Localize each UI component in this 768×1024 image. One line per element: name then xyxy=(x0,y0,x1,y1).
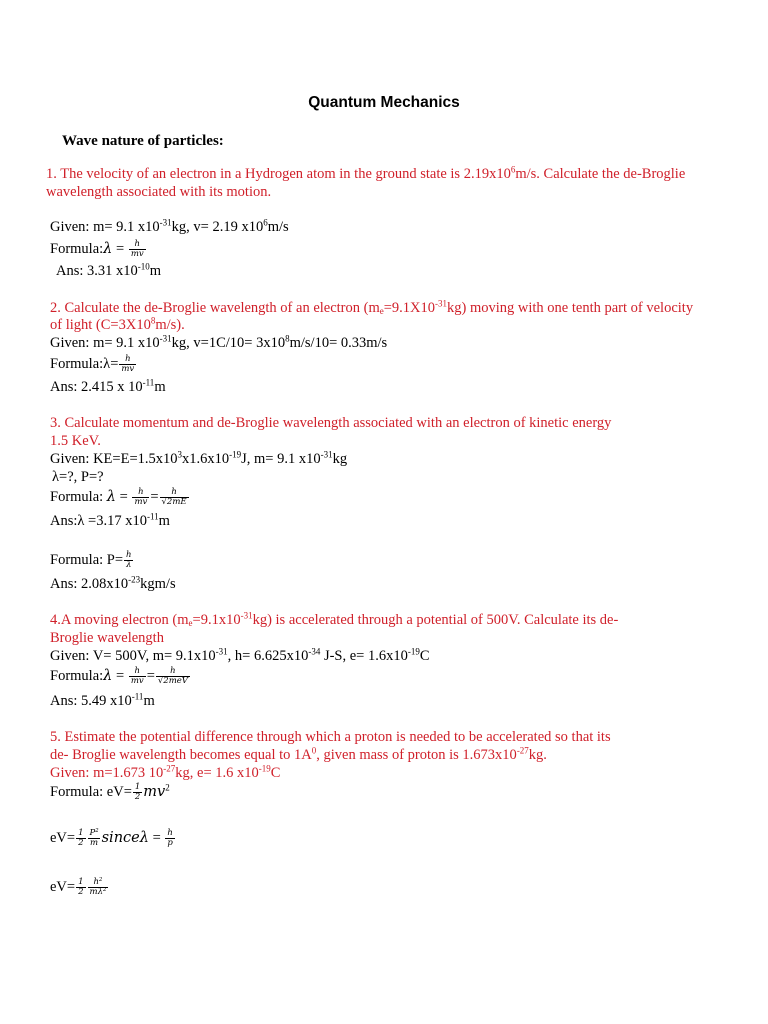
q4-formula: Formula:λ = $\frac{h}{mv}$ = $\frac{h}{\text{√2meV}}$ xyxy=(50,666,188,686)
q3-answer-momentum: Ans: $2.08x10^{-23}kgm/s$ xyxy=(50,574,176,592)
q1-answer: Ans: 3.31 $x10^{-10}m$ xyxy=(56,261,162,279)
q2-question-line2: of light $(C=3X10^8m/s)$. xyxy=(50,315,185,333)
q3-given: Given: $KE=E=1.5x10^3x1.6x10^{-19}J$, m= 9.1 $x10^{-31}kg$ xyxy=(50,449,348,467)
section-heading: Wave nature of particles: xyxy=(62,133,224,149)
page-title: Quantum Mechanics xyxy=(308,94,460,111)
q5-question-line1: 5. Estimate the potential difference through which a proton is needed to be accelerated so that its xyxy=(50,729,611,745)
q5-formula-step3: eV= $\frac{1}{2}$ $\frac{h^2}{m\lambda^2}$ xyxy=(50,876,107,897)
q3-question-line1: 3. Calculate momentum and de-Broglie wavelength associated with an electron of kinetic energy xyxy=(50,415,612,431)
q1-question-line1: 1. The velocity of an electron in a Hydrogen atom in the ground state is $2.19x10^6m/s$. Calculate the de-Broglie xyxy=(46,164,686,182)
q4-question-line2: Broglie wavelength xyxy=(50,630,164,646)
q5-question-line2: de- Broglie wavelength becomes equal to $1A^0$, given mass of proton is $1.673x10^{-27}kg$. xyxy=(50,745,547,763)
q4-given: Given: V= 500V, $m= 9.1x10^{-31}$, $h= 6.625x10^{-34}$ J-S, $e= 1.6x10^{-19}C$ xyxy=(50,646,430,664)
q5-formula-step2: eV= $\frac{1}{2}$ $\frac{P^2}{m}$ sinceλ = $\frac{h}{p}$ xyxy=(50,827,173,848)
q1-formula: Formula:λ = $\frac{h}{mv}$ xyxy=(50,239,144,259)
q2-answer: Ans: 2.415 x $10^{-11}m$ xyxy=(50,377,166,395)
q2-given: Given: m= 9.1 $x10^{-31}kg$, $v=1C/10= 3x10^8m/s/10= 0.33m/s$ xyxy=(50,333,388,351)
q1-question-line2: wavelength associated with its motion. xyxy=(46,184,272,200)
q1-given: Given: m= 9.1 $x10^{-31}kg$, v= 2.19 $x10^6m/s$ xyxy=(50,217,289,235)
q3-unknowns: λ=?, P=? xyxy=(52,469,104,485)
q3-answer-lambda: Ans:λ =3.17 $x10^{-11}m$ xyxy=(50,511,170,529)
q5-given: Given: m=1.673 $10^{-27}kg$, e= 1.6 $x10^{-19}C$ xyxy=(50,763,281,781)
q3-question-line2: 1.5 KeV. xyxy=(50,433,101,449)
q4-answer: Ans: 5.49 $x10^{-11}m$ xyxy=(50,691,155,709)
q2-question-line1: 2. Calculate the de-Broglie wavelength of an electron $(m_e=9.1X10^{-31}kg)$ moving with one tenth part of velocity xyxy=(50,298,694,317)
q3-formula-momentum: Formula: P= $\frac{h}{\lambda}$ xyxy=(50,550,132,570)
q3-formula-lambda: Formula: λ = $\frac{h}{mv}$ = $\frac{h}{√2mE}$ xyxy=(50,487,187,507)
q4-question-line1: 4.A moving electron $(m_e=9.1x10^{-31}kg)$ is accelerated through a potential of 500V. Calculate its de- xyxy=(50,610,619,629)
q5-formula: Formula: eV= $\frac{1}{2}$ $mv^2$ xyxy=(50,782,170,802)
q2-formula: Formula:λ= $\frac{h}{mv}$ xyxy=(50,354,135,374)
